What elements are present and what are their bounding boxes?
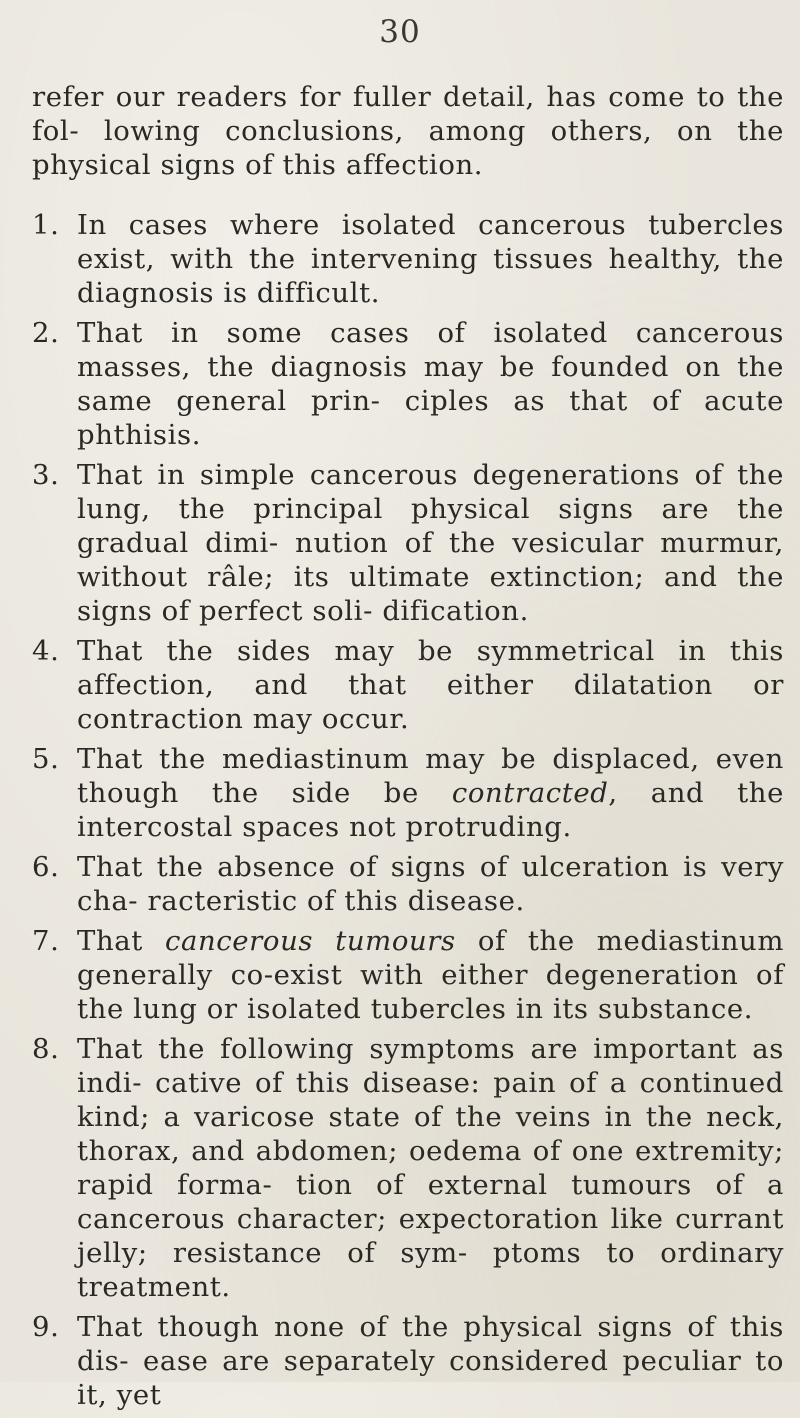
list-item	[32, 316, 784, 452]
item-text: In cases where isolated cancerous tubercles exist, with the intervening tissues healthy, the diagnosis is difficult.	[77, 209, 784, 309]
item-number: 8.	[32, 1033, 60, 1065]
item-number: 6.	[32, 851, 60, 883]
item-text-part: That the mediastinum may be displaced, even though the side be	[77, 743, 784, 809]
item-number: 7.	[32, 925, 60, 957]
item-text: That though none of the physical signs of this dis- ease are separately considered peculiar to it, yet	[77, 1311, 784, 1411]
item-number: 4.	[32, 635, 60, 667]
conclusions-list	[32, 208, 784, 1412]
item-text-italic: contracted	[451, 777, 609, 809]
intro-paragraph: refer our readers for fuller detail, has come to the fol- lowing conclusions, among others, on the physical signs of this affection.	[32, 81, 784, 181]
item-text: That in simple cancerous degenerations of the lung, the principal physical signs are the gradual dimi- nution of the vesicular murmur, without râle; its ultimate extinction; and the signs of perfect soli- dification.	[77, 459, 784, 627]
list-item	[32, 924, 784, 1026]
item-text: That the sides may be symmetrical in this affection, and that either dilatation or contraction may occur.	[77, 635, 784, 735]
list-item	[32, 634, 784, 736]
page-number: 30	[379, 14, 421, 50]
list-item	[32, 850, 784, 918]
item-number: 3.	[32, 459, 60, 491]
item-number: 5.	[32, 743, 60, 775]
page-body	[32, 80, 784, 1418]
item-text-italic: cancerous tumours	[165, 925, 456, 957]
list-item	[32, 458, 784, 628]
list-item	[32, 742, 784, 844]
item-text-part: of the mediastinum generally co-exist with either degeneration of the lung or isolated tubercles in its substance.	[77, 925, 784, 1025]
item-text: That the absence of signs of ulceration is very cha- racteristic of this disease.	[77, 851, 784, 917]
item-number: 9.	[32, 1311, 60, 1343]
list-item	[32, 1310, 784, 1412]
item-number: 1.	[32, 209, 60, 241]
item-text-part: That	[77, 925, 165, 957]
list-item	[32, 208, 784, 310]
list-item	[32, 1032, 784, 1304]
item-text-part: , and the intercostal spaces not protruding.	[77, 777, 784, 843]
item-text: That in some cases of isolated cancerous masses, the diagnosis may be founded on the same general prin- ciples as that of acute phthisis.	[77, 317, 784, 451]
item-text: That the following symptoms are important as indi- cative of this disease: pain of a continued kind; a varicose state of the veins in the neck, thorax, and abdomen; oedema of one extremity; rapid forma- tion of external tumours of a cancerous character; expectoration like currant jelly; resistance of sym- ptoms to ordinary treatment.	[77, 1033, 784, 1303]
item-number: 2.	[32, 317, 60, 349]
